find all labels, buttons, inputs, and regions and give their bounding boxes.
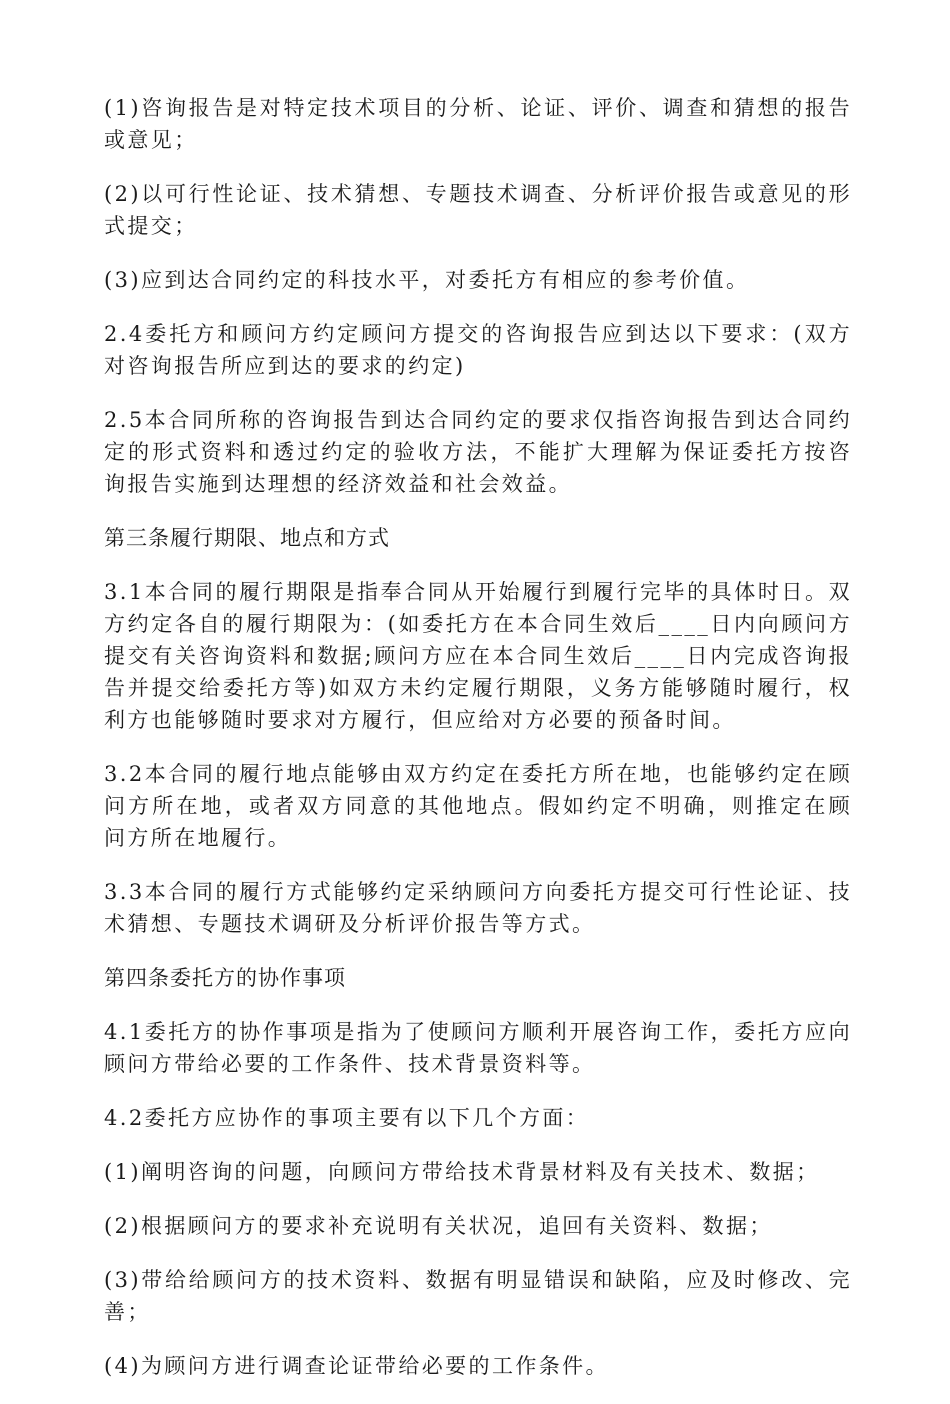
paragraph-4: 2.4委托方和顾问方约定顾问方提交的咨询报告应到达以下要求：(双方对咨询报告所应到达的要求的约定) bbox=[104, 322, 852, 378]
section-heading-article-4: 第四条委托方的协作事项 bbox=[104, 966, 346, 990]
paragraph-16: (4)为顾问方进行调查论证带给必要的工作条件。 bbox=[104, 1354, 609, 1378]
paragraph-8: 3.2本合同的履行地点能够由双方约定在委托方所在地，也能够约定在顾问方所在地，或者双方同意的其他地点。假如约定不明确，则推定在顾问方所在地履行。 bbox=[104, 762, 852, 850]
paragraph-14: (2)根据顾问方的要求补充说明有关状况，追回有关资料、数据； bbox=[104, 1214, 773, 1238]
paragraph-3: (3)应到达合同约定的科技水平，对委托方有相应的参考价值。 bbox=[104, 268, 750, 292]
paragraph-7: 3.1本合同的履行期限是指奉合同从开始履行到履行完毕的具体时日。双方约定各自的履行期限为：(如委托方在本合同生效后____日内向顾问方提交有关咨询资料和数据;顾问方应在本合同生效后____日内完成咨询报告并提交给委托方等)如双方未约定履行期限，义务方能够随时履行，权利方也能够随时要求对方履行，但应给对方必要的预备时间。 bbox=[104, 580, 852, 732]
paragraph-15: (3)带给给顾问方的技术资料、数据有明显错误和缺陷，应及时修改、完善； bbox=[104, 1268, 852, 1324]
paragraph-2: (2)以可行性论证、技术猜想、专题技术调查、分析评价报告或意见的形式提交； bbox=[104, 182, 852, 238]
section-heading-article-3: 第三条履行期限、地点和方式 bbox=[104, 526, 390, 550]
document-body bbox=[104, 92, 852, 1404]
paragraph-1: (1)咨询报告是对特定技术项目的分析、论证、评价、调查和猜想的报告或意见； bbox=[104, 96, 852, 152]
paragraph-9: 3.3本合同的履行方式能够约定采纳顾问方向委托方提交可行性论证、技术猜想、专题技术调研及分析评价报告等方式。 bbox=[104, 880, 852, 936]
paragraph-11: 4.1委托方的协作事项是指为了使顾问方顺利开展咨询工作，委托方应向顾问方带给必要的工作条件、技术背景资料等。 bbox=[104, 1020, 852, 1076]
paragraph-13: (1)阐明咨询的问题，向顾问方带给技术背景材料及有关技术、数据； bbox=[104, 1160, 820, 1184]
paragraph-5: 2.5本合同所称的咨询报告到达合同约定的要求仅指咨询报告到达合同约定的形式资料和透过约定的验收方法，不能扩大理解为保证委托方按咨询报告实施到达理想的经济效益和社会效益。 bbox=[104, 408, 852, 496]
paragraph-12: 4.2委托方应协作的事项主要有以下几个方面： bbox=[104, 1106, 590, 1130]
